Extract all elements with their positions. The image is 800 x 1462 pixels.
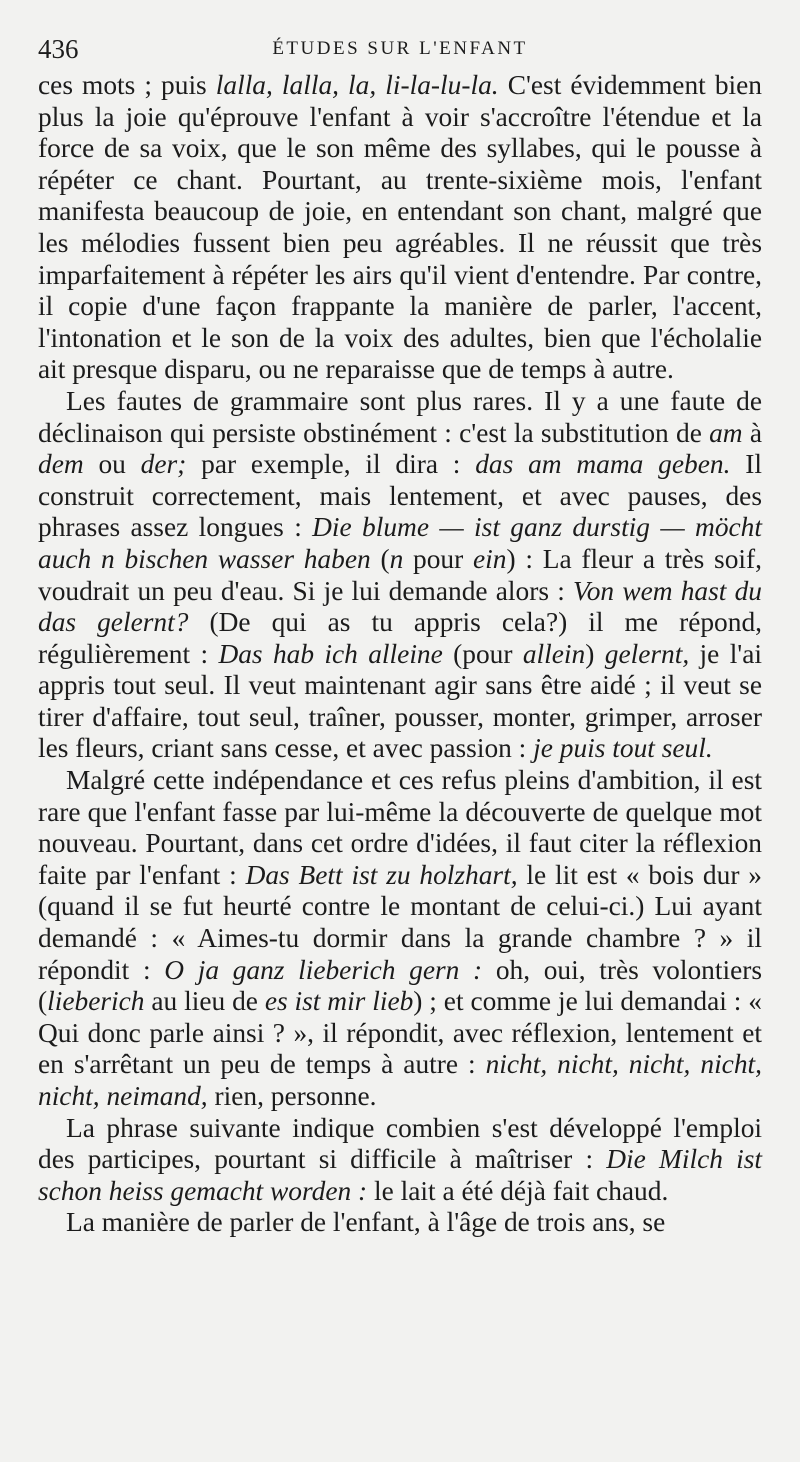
- text-run: par exemple, il dira :: [186, 449, 476, 480]
- text-run: (: [370, 543, 390, 574]
- paragraph: [38, 1113, 762, 1208]
- text-run: ): [585, 638, 605, 669]
- italic-text-run: Die blume — ist ganz durstig — möcht auch n bischen wasser haben: [38, 512, 762, 574]
- paragraph: [38, 70, 762, 386]
- italic-text-run: je puis tout seul.: [533, 733, 713, 764]
- text-run: oh, oui, très volontiers (: [38, 954, 763, 1017]
- text-run: La phrase suivante indique combien s'est développé l'emploi des participes, pourtant si difficile à maîtriser :: [38, 1112, 762, 1175]
- italic-text-run: Von wem hast du das gelernt?: [38, 575, 762, 638]
- italic-text-run: am: [709, 417, 743, 448]
- paragraph: [38, 765, 762, 1113]
- italic-text-run: allein: [522, 638, 586, 669]
- italic-text-run: der;: [140, 449, 187, 480]
- text-run: ou: [83, 449, 141, 480]
- italic-text-run: gelernt,: [604, 638, 690, 669]
- italic-text-run: lalla, lalla, la, li-la-lu-la.: [215, 70, 499, 100]
- page-header: [38, 34, 762, 64]
- text-run: La manière de parler de l'enfant, à l'âge de trois ans, se: [66, 1207, 666, 1238]
- italic-text-run: es ist mir lieb: [264, 986, 414, 1017]
- text-run: (pour: [442, 638, 523, 669]
- body-text: [38, 70, 762, 1239]
- italic-text-run: nicht, nicht, nicht, nicht, nicht, neimand,: [38, 1049, 762, 1111]
- italic-text-run: dem: [38, 449, 84, 480]
- paragraph: [38, 386, 762, 765]
- text-run: pour: [403, 543, 474, 574]
- text-run: le lit est « bois dur » (quand il se fut heurté contre le montant de celui-ci.) Lui ayant demandé : « Aimes-tu dormir dans la grande chambre ? » il répondit :: [38, 859, 762, 985]
- text-run: le lait a été déjà fait chaud.: [367, 1175, 669, 1206]
- italic-text-run: Die Milch ist schon heiss gemacht worden :: [38, 1144, 762, 1206]
- italic-text-run: lieberich: [47, 986, 145, 1017]
- text-run: (De qui as tu appris cela?) il me répond, régulièrement :: [38, 607, 762, 669]
- italic-text-run: ein: [473, 543, 507, 574]
- text-run: ces mots ; puis: [38, 70, 216, 100]
- paragraph: [38, 1207, 762, 1239]
- page-number: 436: [38, 34, 79, 64]
- italic-text-run: O ja ganz lieberich gern :: [164, 954, 483, 985]
- italic-text-run: Das hab ich alleine: [218, 638, 443, 669]
- text-run: ) ; et comme je lui demandai : « Qui donc parle ainsi ? », il répondit, avec réflexion, lentement et en s'arrêtant un peu de temps à autre :: [38, 986, 762, 1080]
- text-run: rien, personne.: [207, 1081, 377, 1111]
- italic-text-run: Das Bett ist zu holzhart,: [245, 859, 518, 890]
- italic-text-run: n: [389, 543, 404, 574]
- text-run: à: [742, 417, 762, 448]
- text-run: au lieu de: [144, 986, 265, 1017]
- italic-text-run: das am mama geben.: [475, 449, 731, 480]
- text-run: C'est évidemment bien plus la joie qu'éprouve l'enfant à voir s'accroître l'étendue et la force de sa voix, que le son même des syllabes, qui le pousse à répéter ce chant. Pourtant, au trente-sixième mois, l'enfant manifesta beaucoup de joie, en entendant son chant, malgré que les mélodies fussent bien peu agréables. Il ne réussit que très imparfaitement à répéter les airs qu'il vient d'entendre. Par contre, il copie d'une façon frappante la manière de parler, l'accent, l'intonation et le son de la voix des adultes, bien que l'écholalie ait presque disparu, ou ne reparaisse que de temps à autre.: [38, 70, 762, 385]
- text-run: Il construit correctement, mais lentement, et avec pauses, des phrases assez longues :: [38, 449, 762, 543]
- text-run: Malgré cette indépendance et ces refus pleins d'ambition, il est rare que l'enfant fasse par lui-même la découverte de quelque mot nouveau. Pourtant, dans cet ordre d'idées, il faut citer la réflexion faite par l'enfant :: [38, 765, 762, 890]
- running-title: ÉTUDES SUR L'ENFANT: [272, 38, 528, 59]
- text-run: je l'ai appris tout seul. Il veut maintenant agir sans être aidé ; il veut se tirer d'affaire, tout seul, traîner, pousser, monter, grimper, arroser les fleurs, criant sans cesse, et avec passion :: [38, 638, 763, 764]
- text-run: Les fautes de grammaire sont plus rares. Il y a une faute de déclinaison qui persiste obstinément : c'est la substitution de: [38, 385, 762, 448]
- text-run: ) : La fleur a très soif, voudrait un peu d'eau. Si je lui demande alors :: [38, 543, 762, 606]
